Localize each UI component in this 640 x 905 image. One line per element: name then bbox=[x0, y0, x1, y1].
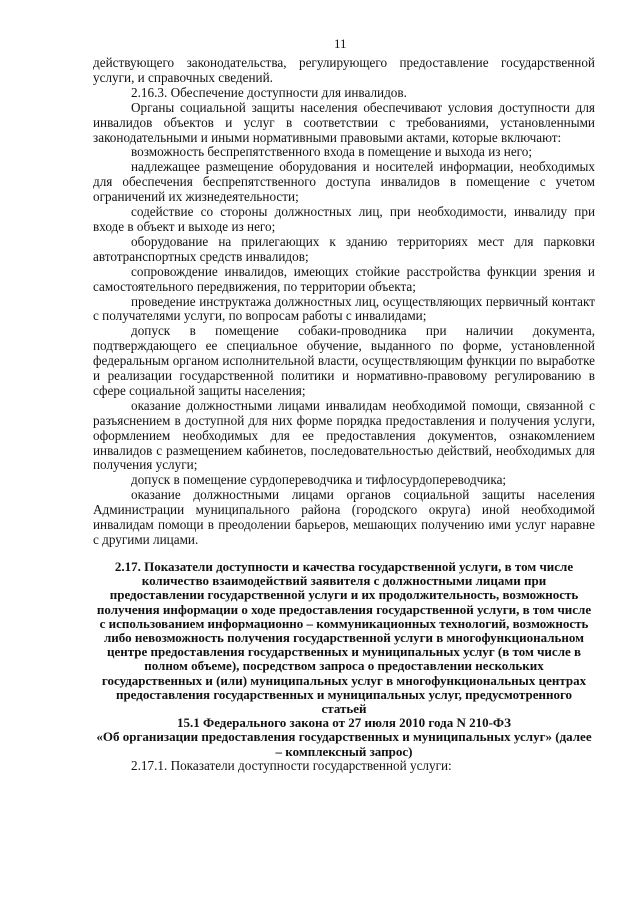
list-item: надлежащее размещение оборудования и носителей информации, необходимых для обеспечения беспрепятственного доступа инвалидов в помещение с учетом ограничений их жизнедеятельности; bbox=[93, 159, 595, 205]
section-heading-tail: «Об организации предоставления государственных и муниципальных услуг» (далее – комплексный запрос) bbox=[96, 729, 592, 759]
list-item: оборудование на прилегающих к зданию территориях мест для парковки автотранспортных средств инвалидов; bbox=[93, 233, 595, 264]
document-body bbox=[93, 56, 595, 774]
section-heading-law: 15.1 Федерального закона от 27 июля 2010 года N 210-ФЗ bbox=[177, 715, 511, 731]
subsection-paragraph: 2.17.1. Показатели доступности государственной услуги: bbox=[131, 757, 452, 773]
paragraph: 2.16.3. Обеспечение доступности для инвалидов. bbox=[131, 84, 407, 100]
list-item: проведение инструктажа должностных лиц, осуществляющих первичный контакт с получателями услуги, по вопросам работы с инвалидами; bbox=[93, 293, 595, 324]
list-item: возможность беспрепятственного входа в помещение и выхода из него; bbox=[131, 144, 533, 160]
section-heading bbox=[93, 560, 595, 759]
list-item: оказание должностными лицами инвалидам необходимой помощи, связанной с разъяснением в доступной для них форме порядка предоставления и получения услуги, оформлением необходимых для ее предоставления документов, ознакомлением инвалидов с размещением кабинетов, последовательностью действий, необходимых для получения услуги; bbox=[93, 397, 595, 473]
list-item: допуск в помещение собаки-проводника при наличии документа, подтверждающего ее специальное обучение, выданного по форме, установленной федеральным органом исполнительной власти, осуществляющим функции по выработке и реализации государственной политики и нормативно-правовому регулированию в сфере социальной защиты населения; bbox=[93, 323, 595, 398]
list-item: допуск в помещение сурдопереводчика и тифлосурдопереводчика; bbox=[131, 472, 507, 488]
section-heading-text: 2.17. Показатели доступности и качества государственной услуги, в том числе количество взаимодействий заявителя с должностными лицами при предоставлении государственной услуги и их продолжительность, возможность получения информации о ходе предоставления государственной услуги, в том числе с использованием информационно – коммуникационных технологий, возможность либо невозможность получения государственной услуги в многофункциональном центре предоставления государственных и муниципальных услуг (в том числе в полном объеме), посредством запроса о предоставлении нескольких государственных и (или) муниципальных услуг в многофункциональных центрах предоставления государственных и муниципальных услуг, предусмотренного статьей bbox=[96, 558, 592, 716]
page-number: 11 bbox=[334, 36, 347, 51]
paragraph: Органы социальной защиты населения обеспечивают условия доступности для инвалидов объектов и услуг в соответствии с требованиями, установленными законодательными и иными нормативными правовыми актами, которые включают: bbox=[93, 99, 595, 145]
list-item: сопровождение инвалидов, имеющих стойкие расстройства функции зрения и самостоятельного передвижения, по территории объекта; bbox=[93, 263, 595, 294]
paragraph: действующего законодательства, регулирующего предоставление государственной услуги, и справочных сведений. bbox=[93, 55, 595, 85]
list-item: оказание должностными лицами органов социальной защиты населения Администрации муниципального района (городского округа) иной необходимой инвалидам помощи в преодолении барьеров, мешающих получению ими услуг наравне с другими лицами. bbox=[93, 487, 595, 547]
list-item: содействие со стороны должностных лиц, при необходимости, инвалиду при входе в объект и выходе из него; bbox=[93, 204, 595, 234]
